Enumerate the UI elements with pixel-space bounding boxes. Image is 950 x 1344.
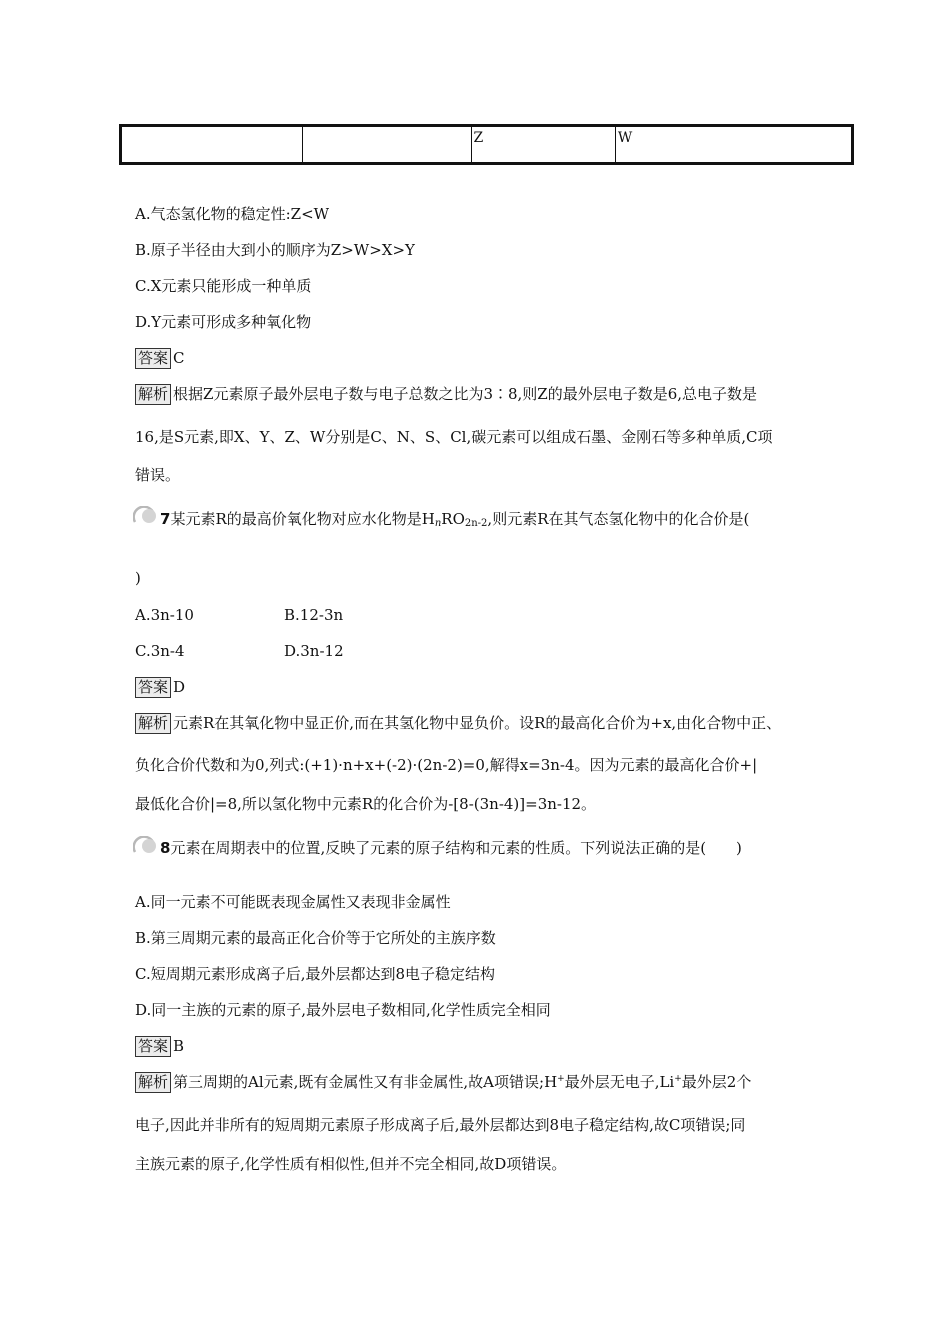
q8-analysis-line-1 — [135, 1071, 751, 1093]
answer-tag: 答案 — [135, 348, 171, 369]
q8-stem-text: 元素在周期表中的位置,反映了元素的原子结构和元素的性质。下列说法正确的是( ) — [170, 839, 742, 857]
q8-option-a: A.同一元素不可能既表现金属性又表现非金属性 — [135, 893, 451, 911]
analysis-text: 第三周期的Al元素,既有金属性又有非金属性,故A项错误;H — [173, 1073, 558, 1091]
q8-option-d: D.同一主族的元素的原子,最外层电子数相同,化学性质完全相同 — [135, 1001, 551, 1019]
analysis-text: 最外层2个 — [681, 1073, 752, 1091]
q7-subscript-n: n — [434, 518, 442, 529]
q7-option-a: A.3n-10 — [135, 606, 194, 624]
q6-option-a: A.气态氢化物的稳定性:Z<W — [135, 205, 330, 223]
q7-analysis-line-3: 最低化合价|=8,所以氢化物中元素R的化合价为-[8-(3n-4)]=3n-12。 — [135, 795, 597, 813]
q8-analysis-line-3: 主族元素的原子,化学性质有相似性,但并不完全相同,故D项错误。 — [135, 1155, 567, 1173]
q7-analysis-line-1 — [135, 712, 781, 734]
q6-answer — [135, 347, 185, 369]
analysis-tag: 解析 — [135, 713, 171, 734]
analysis-tag: 解析 — [135, 384, 171, 405]
question-number: 7 — [160, 510, 171, 528]
q7-stem-tail: ,则元素R在其气态氢化物中的化合价是( — [487, 510, 750, 528]
q7-option-b: B.12-3n — [284, 606, 344, 624]
q6-analysis-line-3: 错误。 — [135, 466, 181, 484]
question-marker-icon — [133, 506, 157, 524]
superscript-plus: + — [557, 1074, 565, 1084]
answer-value: D — [173, 678, 186, 696]
q7-stem — [160, 508, 749, 530]
q6-option-c: C.X元素只能形成一种单质 — [135, 277, 312, 295]
table-cell — [121, 126, 303, 164]
q7-analysis-line-2: 负化合价代数和为0,列式:(+1)·n+x+(-2)·(2n-2)=0,解得x=3n-4。因为元素的最高化合价+| — [135, 756, 758, 774]
q7-stem-close: ) — [135, 569, 141, 587]
q7-stem-text: 某元素R的最高价氧化物对应水化物是H — [170, 510, 435, 528]
q8-option-b: B.第三周期元素的最高正化合价等于它所处的主族序数 — [135, 929, 496, 947]
q8-stem — [160, 837, 742, 859]
question-marker-icon — [133, 836, 157, 854]
analysis-tag: 解析 — [135, 1072, 171, 1093]
analysis-text: 元素R在其氧化物中显正价,而在其氢化物中显负价。设R的最高化合价为+x,由化合物中正、 — [173, 714, 782, 732]
answer-tag: 答案 — [135, 1036, 171, 1057]
table-cell-w: W — [615, 126, 852, 164]
table-cell — [303, 126, 471, 164]
q6-analysis-line-2: 16,是S元素,即X、Y、Z、W分别是C、N、S、Cl,碳元素可以组成石墨、金刚石等多种单质,C项 — [135, 428, 773, 446]
q6-option-d: D.Y元素可形成多种氧化物 — [135, 313, 312, 331]
q6-option-b: B.原子半径由大到小的顺序为Z>W>X>Y — [135, 241, 415, 259]
q8-option-c: C.短周期元素形成离子后,最外层都达到8电子稳定结构 — [135, 965, 496, 983]
q8-analysis-line-2: 电子,因此并非所有的短周期元素原子形成离子后,最外层都达到8电子稳定结构,故C项错误;同 — [135, 1116, 746, 1134]
q7-stem-formula: RO — [441, 510, 465, 528]
q7-subscript-2n-2: 2n-2 — [464, 518, 488, 529]
q7-option-d: D.3n-12 — [284, 642, 344, 660]
periodic-table-fragment — [119, 124, 854, 165]
analysis-text: 根据Z元素原子最外层电子数与电子总数之比为3∶8,则Z的最外层电子数是6,总电子数是 — [173, 385, 758, 403]
analysis-text: 最外层无电子,Li — [564, 1073, 675, 1091]
q7-answer — [135, 676, 185, 698]
q6-analysis-line-1 — [135, 383, 757, 405]
answer-tag: 答案 — [135, 677, 171, 698]
question-number: 8 — [160, 839, 171, 857]
answer-value: C — [173, 349, 185, 367]
answer-value: B — [173, 1037, 185, 1055]
q8-answer — [135, 1035, 184, 1057]
q7-option-c: C.3n-4 — [135, 642, 185, 660]
table-cell-z: Z — [471, 126, 615, 164]
superscript-plus: + — [674, 1074, 682, 1084]
